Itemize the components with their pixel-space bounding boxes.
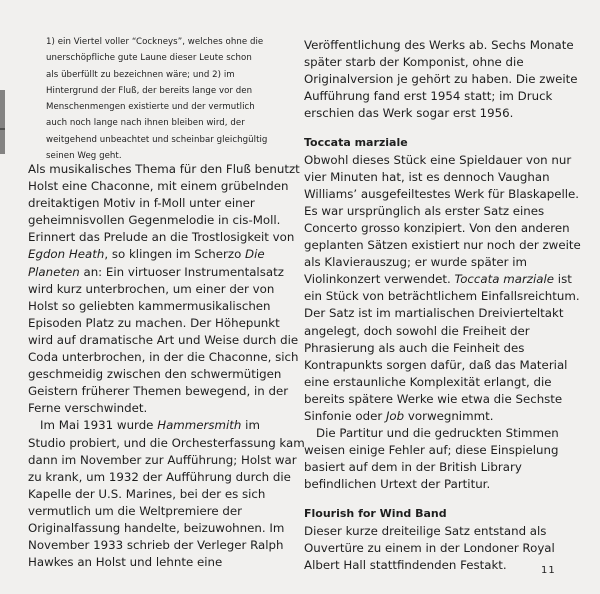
text-line: Originalfassung handelte, beizuwohnen. Im [28, 520, 285, 535]
text-line: geschmeidig zwischen den schwermütigen [28, 367, 282, 382]
text-line: vermutlich um die Weltpremiere der [28, 503, 242, 518]
text-run: Im Mai 1931 wurde [40, 418, 158, 433]
work-title: Job [385, 408, 405, 423]
text-line: Hawkes an Holst und lehnte eine [28, 555, 223, 570]
text-line: Es war ursprünglich als erster Satz eines [304, 203, 545, 218]
text-run: an: Ein virtuoser Instrumentalsatz [79, 264, 284, 279]
text-line: Holst eine Chaconne, mit einem grübelnden [28, 179, 289, 194]
text-line: wird kurz unterbrochen, um einer der von [28, 281, 275, 296]
text-line [28, 264, 282, 281]
text-line [28, 417, 282, 434]
text-line: Williams’ ausgefeiltestes Werk für Blaskapelle. [304, 186, 580, 201]
text-line: weisen einige Fehler auf; diese Einspielung [304, 443, 559, 458]
text-line: Ouvertüre zu einem in der Londoner Royal [304, 540, 555, 555]
text-line: Erinnert das Prelude an die Trostlosigkeit von [28, 230, 295, 245]
page-number: 11 [541, 565, 556, 576]
work-title: Egdon Heath [28, 247, 105, 262]
text-line: Phrasierung als auch die Feinheit des [304, 340, 525, 355]
text-line: Concerto grosso konzipiert. Von den anderen [304, 220, 570, 235]
footnote [46, 34, 282, 164]
text-line: Studio probiert, und die Orchesterfassung kam [28, 435, 305, 450]
work-title: Toccata marziale [454, 272, 555, 287]
text-line: bereits spätere Werke wie etwa die Sechste [304, 391, 563, 406]
paragraph-gap [304, 493, 564, 505]
text-line: Aufführung fand erst 1954 statt; im Druck [304, 89, 553, 104]
section-heading-toccata: Toccata marziale [304, 136, 408, 150]
text-run: ist [554, 272, 572, 287]
text-line: geheimnisvollen Gegenmelodie in cis-Moll. [28, 213, 281, 228]
footnote-line: Hintergrund der Fluß, der bereits lange vor den [46, 85, 253, 96]
text-line: zu krank, um 1932 der Aufführung durch die [28, 469, 291, 484]
text-line: dann im November zur Aufführung; Holst war [28, 452, 297, 467]
footnote-line: Menschenmengen existierte und der vermutlich [46, 102, 255, 113]
text-line: erschien das Werk sogar erst 1956. [304, 106, 514, 121]
text-line: dreitaktigen Motiv in f-Moll unter einer [28, 196, 255, 211]
text-line: Als musikalisches Thema für den Fluß benutzt [28, 162, 300, 176]
text-line: Originalversion je gehört zu haben. Die zweite [304, 72, 578, 87]
text-run: , so klingen im Scherzo [104, 247, 246, 262]
text-line: wird auf dramatische Art und Weise durch die [28, 332, 299, 347]
text-line: Obwohl dieses Stück eine Spieldauer von nur [304, 152, 572, 167]
text-line: angelegt, doch sowohl die Freiheit der [304, 323, 530, 338]
text-line [304, 271, 572, 288]
text-line: Albert Hall stattfindenden Festakt. [304, 557, 507, 572]
text-line: als Klavierauszug; er wurde später im [304, 255, 527, 270]
text-run: im [241, 418, 260, 433]
text-line: befindlichen Urtext der Partitur. [304, 477, 491, 492]
text-line: November 1933 schrieb der Verleger Ralph [28, 538, 284, 553]
right-column-text [304, 37, 581, 574]
text-line: Holst so geliebten kammermusikalischen [28, 298, 271, 313]
text-run: Violinkonzert verwendet. [304, 272, 455, 287]
text-line: Dieser kurze dreiteilige Satz entstand als [304, 523, 547, 538]
text-line: Kontrapunkts sorgen dafür, daß das Material [304, 357, 568, 372]
text-line: später starb der Komponist, ohne die [304, 55, 524, 70]
text-line: Coda unterbrochen, in der die Chaconne, sich [28, 350, 299, 365]
text-line: Kapelle der U.S. Marines, bei der es sich [28, 486, 266, 501]
scan-edge-mark [0, 90, 5, 130]
text-line: eine erstaunliche Komplexität erlangt, die [304, 374, 552, 389]
footnote-line: auch noch lange nach ihnen bleiben wird, der [46, 118, 245, 129]
footnote-line: 1) ein Viertel voller “Cockneys”, welches ohne die [46, 37, 264, 47]
footnote-line: weitgehend unbeachtet und scheinbar gleichgültig [46, 134, 268, 145]
footnote-line: unerschöpfliche gute Laune dieser Leute schon [46, 53, 252, 64]
footnote-line: seinen Weg geht. [46, 151, 122, 162]
text-line: Der Satz ist im martialischen Dreivierteltakt [304, 306, 564, 321]
text-run: Sinfonie oder [304, 408, 386, 423]
text-line: Die Partitur und die gedruckten Stimmen [316, 426, 559, 441]
paragraph-gap [304, 122, 564, 134]
text-line: vier Minuten hat, ist es dennoch Vaughan [304, 169, 550, 184]
text-line: ein Stück von beträchtlichem Einfallsreichtum. [304, 289, 580, 304]
left-column-text [28, 161, 305, 571]
text-line: Geistern früherer Themen bewegend, in der [28, 384, 289, 399]
work-title: Planeten [28, 264, 80, 279]
scan-edge-mark [0, 128, 5, 154]
text-line: geplanten Sätzen existiert nur noch der zweite [304, 238, 581, 253]
work-title: Hammersmith [157, 418, 242, 433]
footnote-line: als überfüllt zu bezeichnen wäre; und 2) im [46, 69, 235, 80]
text-line: Veröffentlichung des Werks ab. Sechs Monate [304, 38, 574, 52]
text-run: vorwegnimmt. [404, 408, 494, 423]
section-heading-flourish: Flourish for Wind Band [304, 507, 447, 521]
text-line [28, 246, 282, 263]
text-line: basiert auf dem in der British Library [304, 460, 522, 475]
text-line: Episoden Platz zu machen. Der Höhepunkt [28, 315, 280, 330]
text-line: Ferne verschwindet. [28, 401, 148, 416]
text-line [304, 408, 564, 425]
work-title: Die [245, 247, 265, 262]
